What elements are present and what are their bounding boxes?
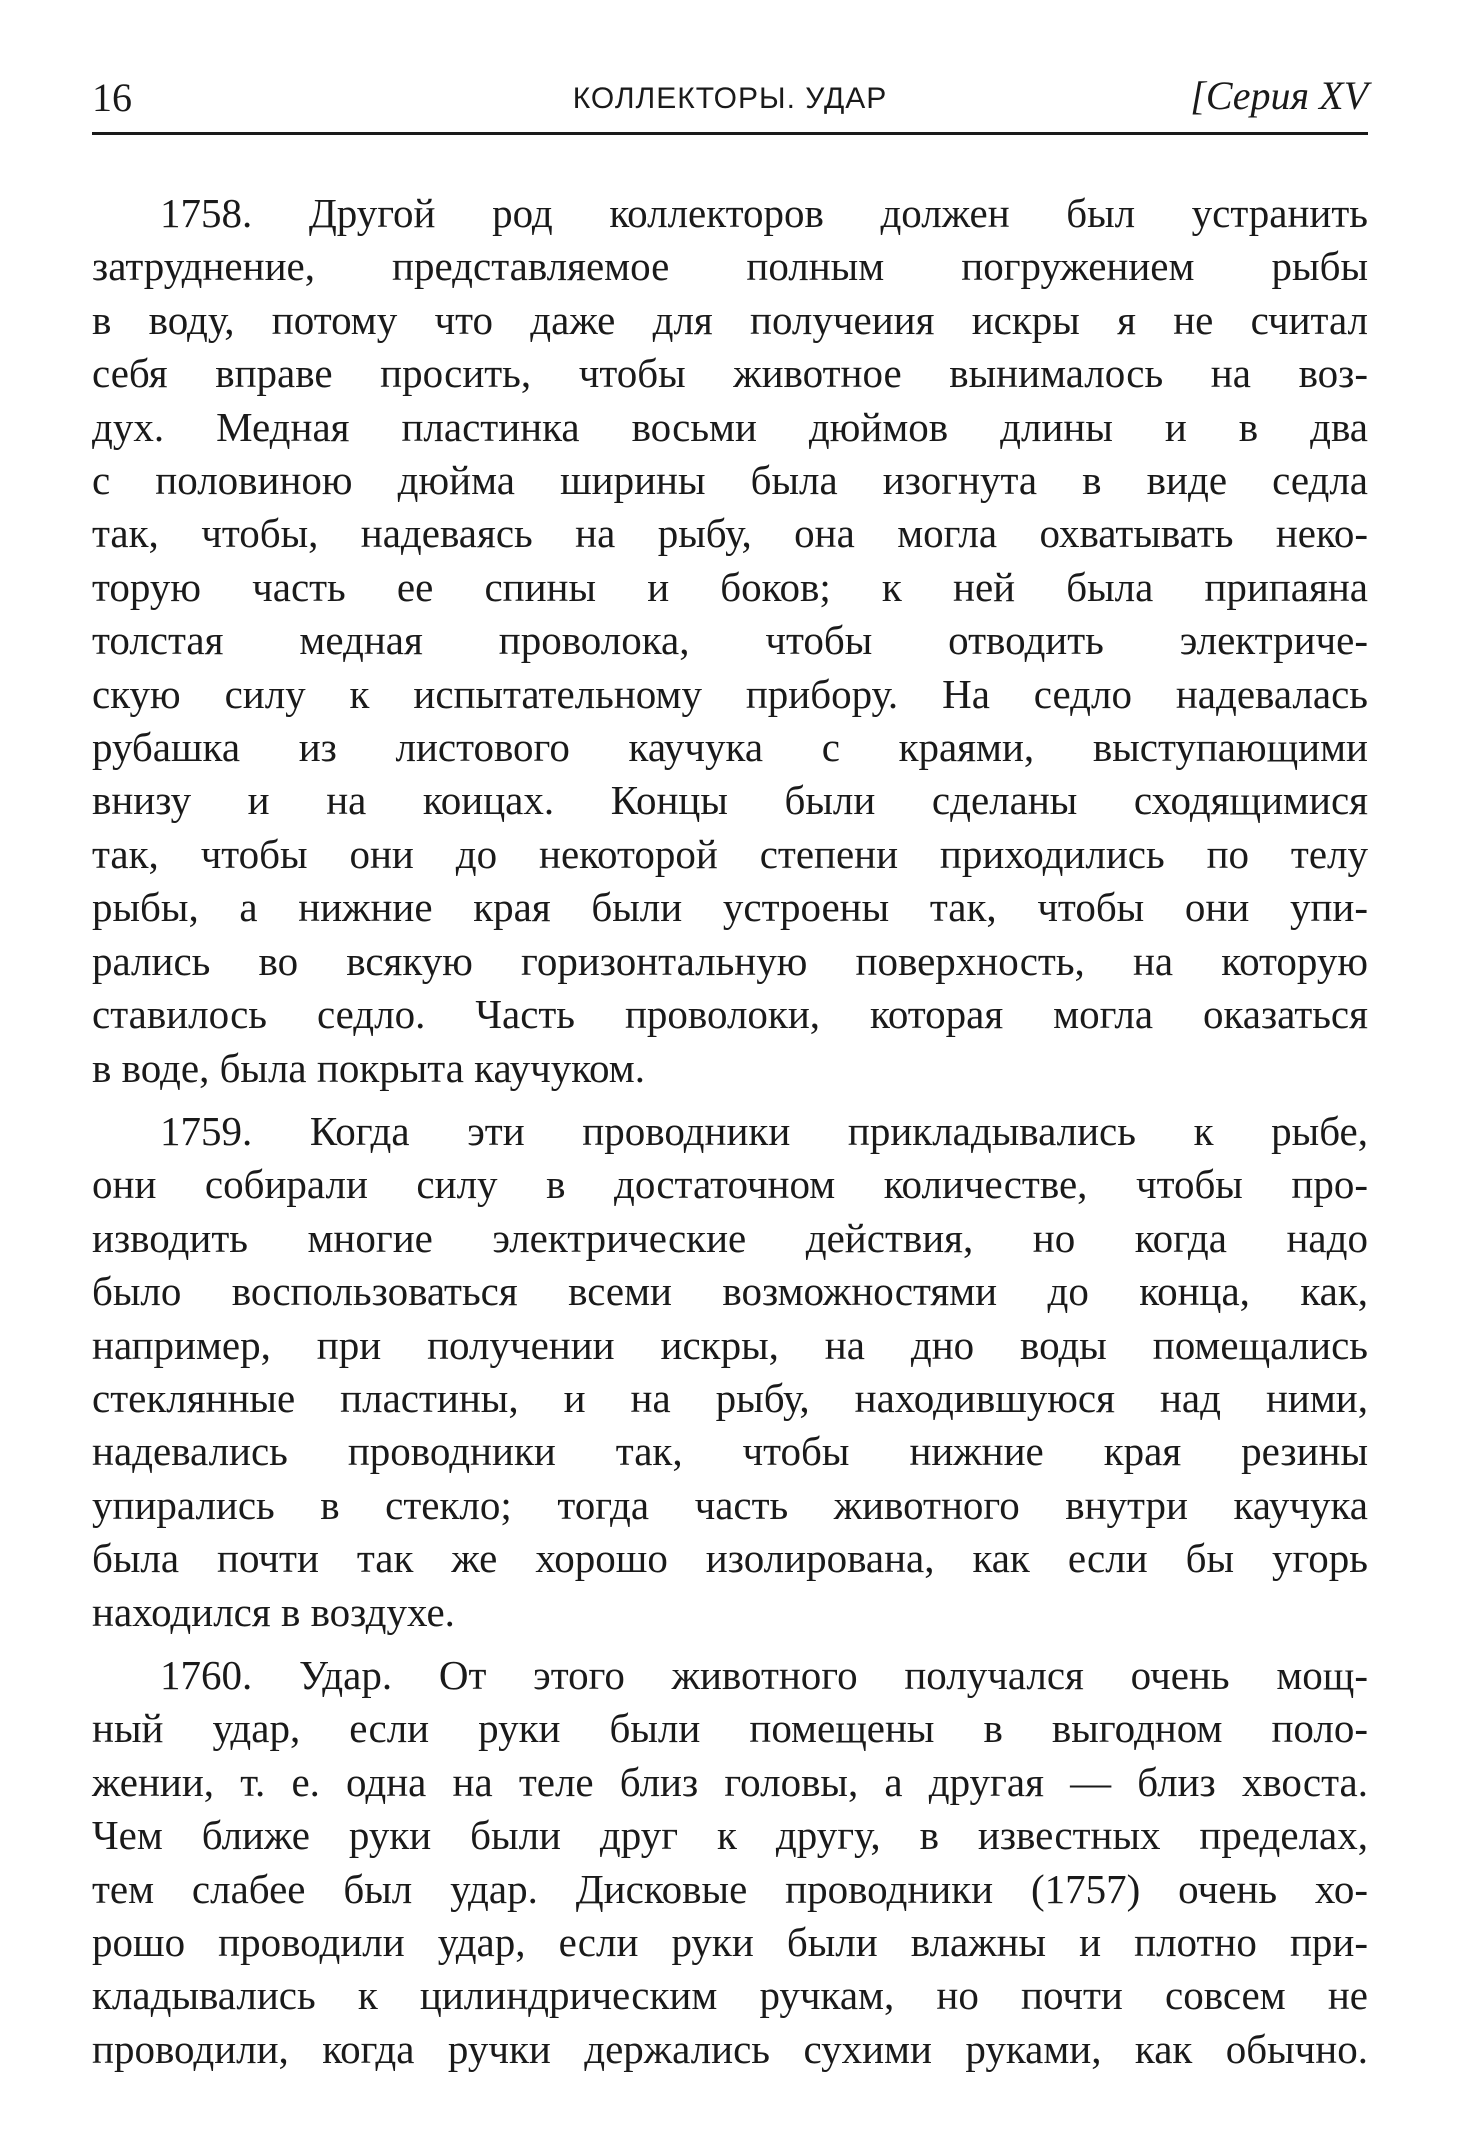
page-number: 16 [92,75,132,120]
text-line: ный удар, если руки были помещены в выгодном поло- [92,1705,1368,1752]
paragraph-1760 [92,1649,1368,2076]
text-line: надевались проводники так, чтобы нижние края резины [92,1428,1368,1475]
text-line: упирались в стекло; тогда часть животного внутри каучука [92,1481,1368,1528]
text-line: толстая медная проволока, чтобы отводить электриче- [92,617,1368,664]
text-line: рубашка из листового каучука с краями, выступающими [92,724,1368,771]
text-line: в воде, была покрыта каучуком. [92,1044,645,1091]
text-line: стеклянные пластины, и на рыбу, находившуюся над ними, [92,1374,1368,1421]
text-line: проводили, когда ручки держались сухими руками, как обычно. [92,2025,1368,2072]
text-line: так, чтобы, надеваясь на рыбу, она могла охватывать неко- [92,510,1368,557]
text-line: с половиною дюйма ширины была изогнута в виде седла [92,457,1368,504]
text-line: была почти так же хорошо изолирована, как если бы угорь [92,1535,1368,1582]
text-line: скую силу к испытательному прибору. На седло надевалась [92,670,1368,717]
text-line: дух. Медная пластинка восьми дюймов длины и в два [92,403,1368,450]
text-line: себя вправе просить, чтобы животное вынималось на воз- [92,350,1368,397]
paragraph-1758 [92,187,1368,1095]
text-line: находился в воздухе. [92,1588,455,1635]
text-line: 1759. Когда эти проводники прикладывались к рыбе, [160,1107,1368,1154]
series-label: [Серия XV [1190,73,1368,118]
text-line: торую часть ее спины и боков; к ней была припаяна [92,563,1368,610]
paragraph-1759 [92,1105,1368,1639]
text-line: Чем ближе руки были друг к другу, в известных пределах, [92,1812,1368,1859]
text-line: затруднение, представляемое полным погружением рыбы [92,243,1368,290]
text-line: рыбы, а нижние края были устроены так, чтобы они упи- [92,884,1368,931]
text-line: кладывались к цилиндрическим ручкам, но почти совсем не [92,1972,1368,2019]
page-header [92,70,1368,135]
text-line: они собирали силу в достаточном количестве, чтобы про- [92,1161,1368,1208]
text-line: 1758. Другой род коллекторов должен был устранить [160,190,1368,236]
text-line: было воспользоваться всеми возможностями до конца, как, [92,1268,1368,1315]
text-line: тем слабее был удар. Дисковые проводники (1757) очень хо- [92,1865,1368,1912]
text-line: например, при получении искры, на дно воды помещались [92,1321,1368,1368]
text-line: ставилось седло. Часть проволоки, которая могла оказаться [92,991,1368,1038]
text-line: так, чтобы они до некоторой степени приходились по телу [92,830,1368,877]
text-line: жении, т. е. одна на теле близ головы, а другая — близ хвоста. [92,1758,1368,1805]
book-page [92,70,1368,2086]
text-line: изводить многие электрические действия, но когда надо [92,1214,1368,1261]
text-line: рались во всякую горизонтальную поверхность, на которую [92,937,1368,984]
text-line: 1760. Удар. От этого животного получался очень мощ- [160,1651,1368,1698]
running-title: КОЛЛЕКТОРЫ. УДАР [572,82,888,115]
text-line: внизу и на коицах. Концы были сделаны сходящимися [92,777,1368,824]
text-line: в воду, потому что даже для получеиия искры я не считал [92,296,1368,343]
text-line: рошо проводили удар, если руки были влажны и плотно при- [92,1919,1368,1965]
page-body [92,187,1368,2076]
